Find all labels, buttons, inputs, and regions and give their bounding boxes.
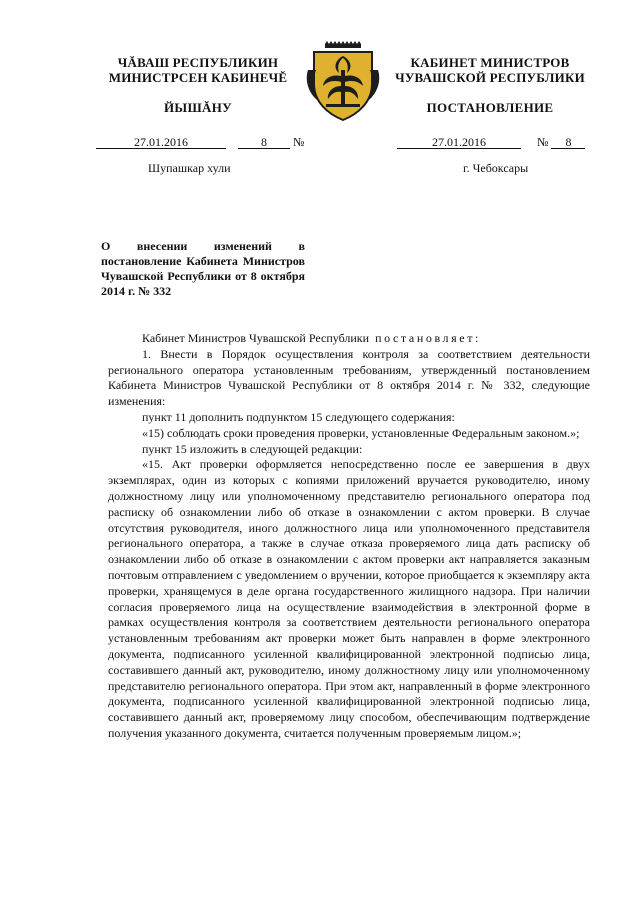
number-left: 8: [238, 135, 290, 149]
paragraph-4: пункт 15 изложить в следующей редакции:: [142, 441, 363, 456]
paragraph-5: «15. Акт проверки оформляется непосредственно после ее завершения в двух экземплярах, один из которых с копиями приложений вручается руководителю, иному должностному лицу или уполномоченному представителю регионального оператора под расписку об ознакомлении либо об отказе в ознакомлении с актом проверки. В случае отсутствия руководителя, иного должностного лица или уполномоченного представителя регионального оператора, а также в случае отказа проверяемого лица дать расписку об ознакомлении либо об отказе в ознакомлении с актом проверки акт направляется заказным почтовым отправлением с уведомлением о вручении, которое приобщается к экземпляру акта проверки, хранящемуся в деле органа государственного жилищного надзора. При наличии согласия проверяемого лица на осуществление взаимодействия в электронной форме в рамках осуществления контроля за соответствием деятельности регионального оператора установленным требованиям акт проверки может быть направлен в форме электронного документа, подписанного усиленной квалифицированной электронной подписью лица, составившего данный акт, руководителю, иному должностному лицу или уполномоченному представителю регионального оператора. При этом акт, направленный в форме электронного документа, подписанного усиленной квалифицированной электронной подписью лица, составившего данный акт, проверяемому лицу способом, обеспечивающим подтверждение получения указанного документа, считается полученным проверяемым лицом.»;: [108, 457, 590, 740]
paragraph-2: пункт 11 дополнить подпунктом 15 следующего содержания:: [142, 409, 455, 424]
header-left-line2: МИНИСТРСЕН КАБИНЕЧĔ: [108, 70, 288, 85]
header-left: [98, 55, 298, 85]
date-right: 27.01.2016: [397, 135, 521, 149]
preamble: [108, 331, 590, 347]
document-body: [108, 331, 590, 742]
header-right: [390, 55, 590, 85]
chuvash-coat-of-arms-icon: [306, 40, 380, 124]
preamble-text: Кабинет Министров Чувашской Республики: [142, 331, 370, 345]
decree-word: постановляет:: [375, 331, 481, 345]
doctype-right: ПОСТАНОВЛЕНИЕ: [426, 100, 554, 115]
doctype-left: ЙЫШĂНУ: [164, 100, 232, 115]
city-left: Шупашкар хули: [148, 161, 231, 175]
header-right-line2: ЧУВАШСКОЙ РЕСПУБЛИКИ: [395, 70, 585, 85]
header-right-line1: КАБИНЕТ МИНИСТРОВ: [410, 55, 570, 70]
number-sign-right: №: [537, 135, 549, 149]
paragraph-3: «15) соблюдать сроки проведения проверки, установленные Федеральным законом.»;: [142, 425, 580, 440]
dateline-left: [96, 135, 304, 149]
number-right: 8: [551, 135, 585, 149]
city-right: г. Чебоксары: [463, 161, 529, 175]
document-title: О внесении изменений в постановление Кабинета Министров Чувашской Республики от 8 октября 2014 г. № 332: [101, 239, 305, 298]
date-left: 27.01.2016: [96, 135, 226, 149]
header-left-line1: ЧĂВАШ РЕСПУБЛИКИН: [117, 55, 279, 70]
paragraph-1: 1. Внести в Порядок осуществления контроля за соответствием деятельности регионального оператора установленным требованиям, утвержденный постановлением Кабинета Министров Чувашской Республики от 8 октября 2014 г. № 332, следующие изменения:: [108, 346, 590, 409]
number-sign-left: №: [293, 135, 305, 149]
dateline-right: [397, 135, 585, 149]
